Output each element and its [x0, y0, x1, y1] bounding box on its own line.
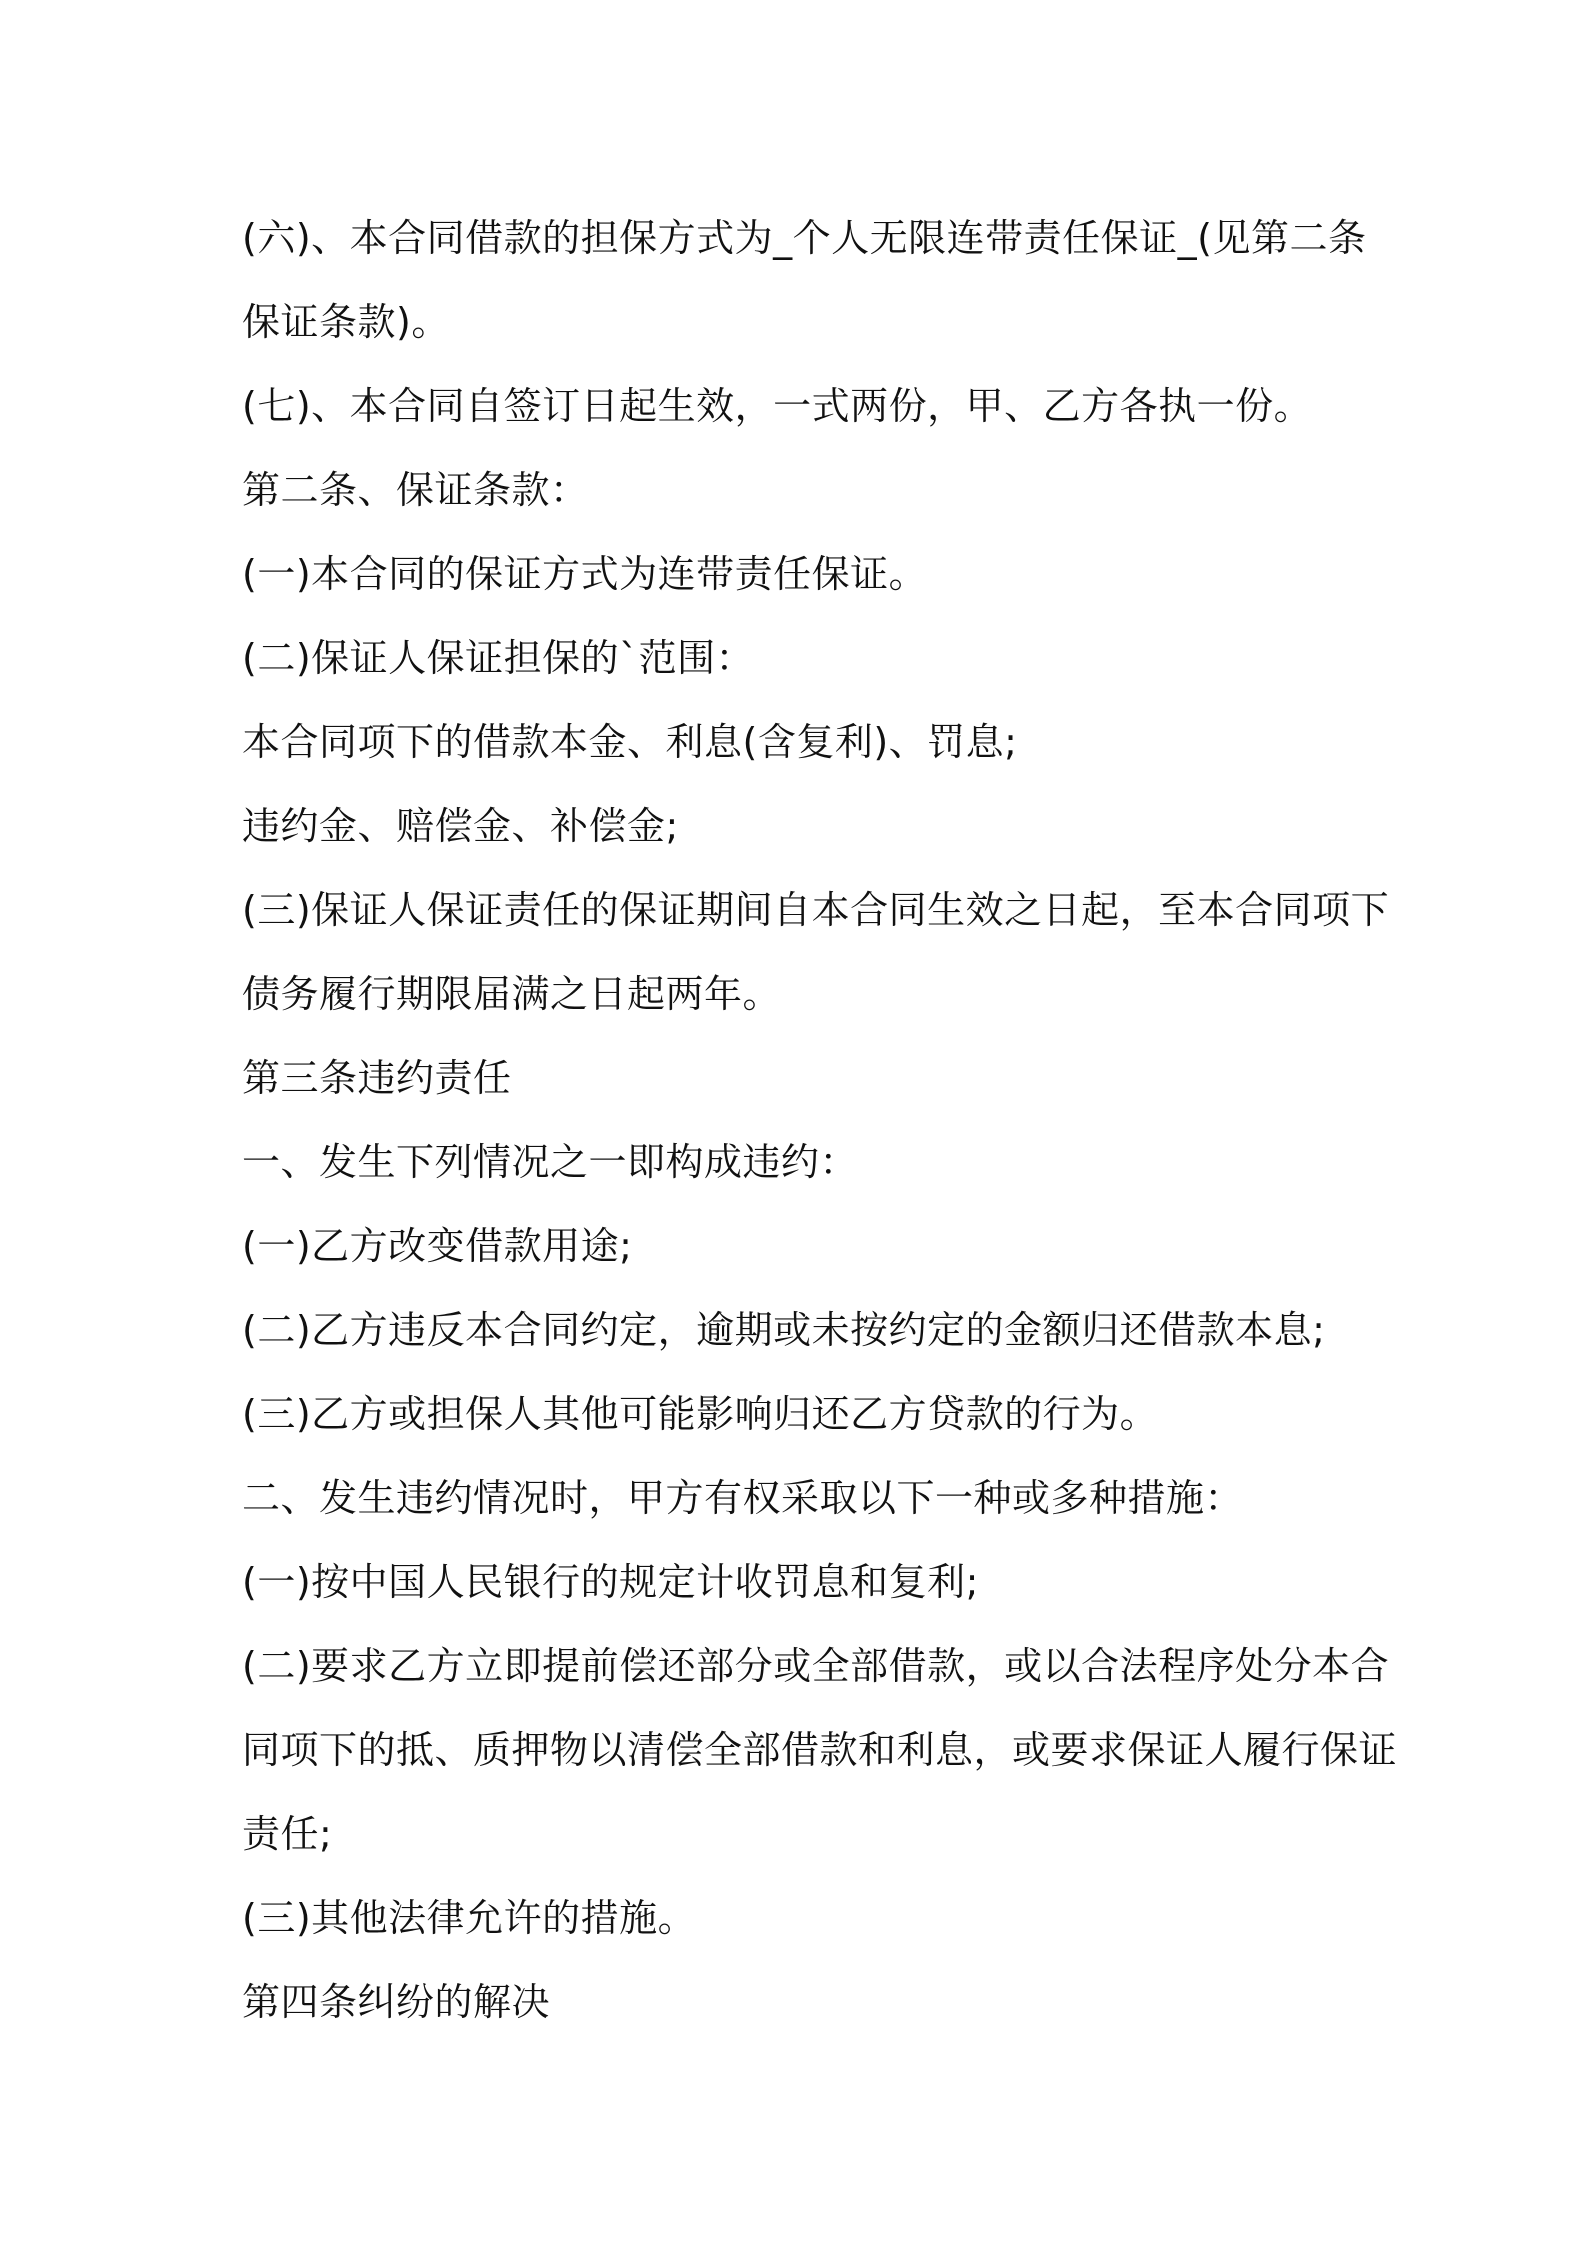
article-2-heading: 第二条、保证条款：	[242, 468, 589, 512]
article-3-section-2-item-2-cont-a: 同项下的抵、质押物以清偿全部借款和利息，或要求保证人履行保证	[242, 1728, 1398, 1772]
article-3-section-1-item-2: (二)乙方违反本合同约定，逾期或未按约定的金额归还借款本息;	[242, 1308, 1326, 1352]
clause-6-guarantee-method-cont: 保证条款)。	[242, 300, 450, 344]
article-2-item-2-scope-b: 违约金、赔偿金、补偿金;	[242, 804, 679, 848]
article-3-section-1-item-1: (一)乙方改变借款用途;	[242, 1224, 633, 1268]
article-2-item-2-scope-a: 本合同项下的借款本金、利息(含复利)、罚息;	[242, 720, 1018, 764]
article-2-item-3: (三)保证人保证责任的保证期间自本合同生效之日起，至本合同项下	[242, 888, 1390, 932]
article-3-section-2-item-2: (二)要求乙方立即提前偿还部分或全部借款，或以合法程序处分本合	[242, 1644, 1390, 1688]
article-3-heading: 第三条违约责任	[242, 1056, 512, 1100]
clause-7-effective-date: (七)、本合同自签订日起生效，一式两份，甲、乙方各执一份。	[242, 384, 1313, 428]
article-2-item-2: (二)保证人保证担保的`范围：	[242, 636, 755, 680]
article-3-section-2-item-3: (三)其他法律允许的措施。	[242, 1896, 697, 1940]
article-2-item-3-cont: 债务履行期限届满之日起两年。	[242, 972, 782, 1016]
article-4-heading: 第四条纠纷的解决	[242, 1980, 551, 2024]
article-3-section-2-item-2-cont-b: 责任;	[242, 1812, 333, 1856]
article-3-section-2-item-1: (一)按中国人民银行的规定计收罚息和复利;	[242, 1560, 979, 1604]
article-3-section-1-item-3: (三)乙方或担保人其他可能影响归还乙方贷款的行为。	[242, 1392, 1159, 1436]
article-3-section-2: 二、发生违约情况时，甲方有权采取以下一种或多种措施：	[242, 1476, 1244, 1520]
article-2-item-1: (一)本合同的保证方式为连带责任保证。	[242, 552, 928, 596]
clause-6-guarantee-method: (六)、本合同借款的担保方式为_个人无限连带责任保证_(见第二条	[242, 216, 1367, 260]
article-3-section-1: 一、发生下列情况之一即构成违约：	[242, 1140, 859, 1184]
document-body	[242, 196, 1398, 2044]
